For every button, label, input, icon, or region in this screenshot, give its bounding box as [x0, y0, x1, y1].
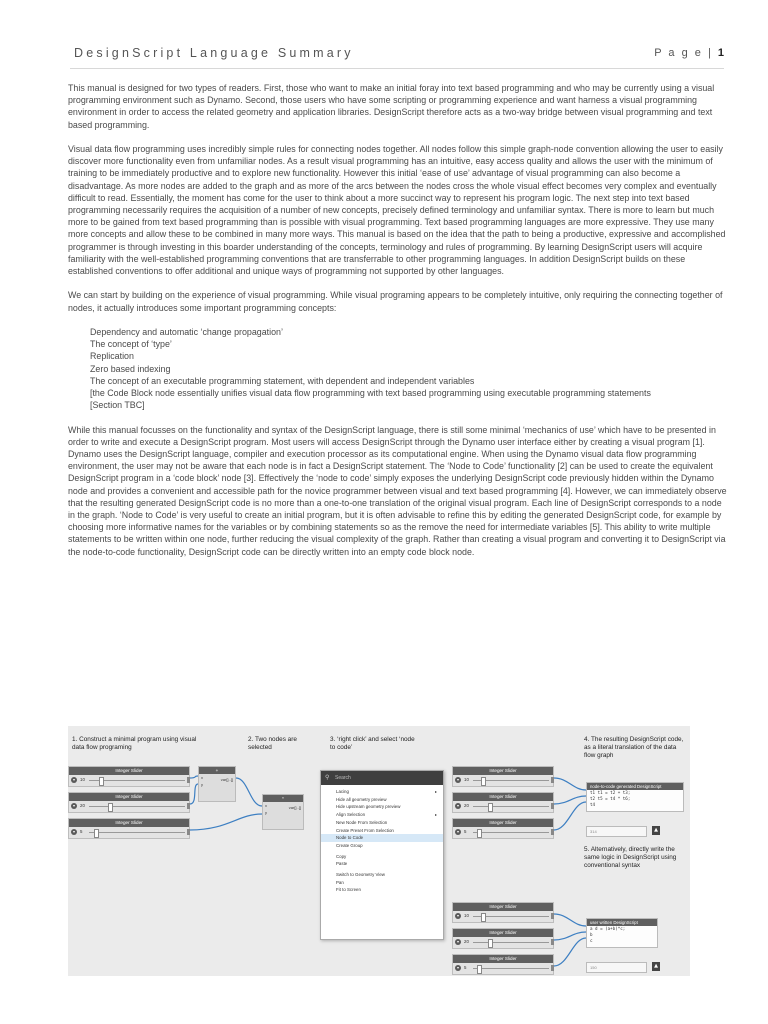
input-port-x[interactable]: x [265, 803, 267, 808]
watch-node[interactable]: 314 [586, 826, 647, 837]
integer-slider-node[interactable] [452, 766, 554, 787]
paragraph: This manual is designed for two types of readers. First, those who want to make an initial foray into text based programming and who may be currently using a visual programming environment such as Dynamo. Second, those users who have some scripting or programming experience and want harness a visual programming environment in order to access the related geometry and application libraries. DesignScript therefore acts as a two-way bridge between visual programming and text based programming. [68, 83, 715, 130]
input-port-y[interactable]: y [201, 782, 203, 787]
plus-node[interactable] [198, 766, 236, 802]
integer-slider-node[interactable] [452, 818, 554, 839]
slider-thumb[interactable] [481, 777, 486, 786]
node-title: + [199, 767, 235, 774]
slider-track[interactable] [89, 806, 185, 807]
wire [554, 802, 586, 830]
menu-item[interactable]: Fit to Screen [336, 887, 361, 893]
node-title: Integer Slider [69, 819, 189, 827]
document-title: DesignScript Language Summary [74, 46, 354, 60]
header-divider [70, 68, 724, 69]
wire [190, 776, 198, 778]
caption-step-2: 2. Two nodes are selected [248, 736, 297, 751]
menu-item-lacing[interactable] [321, 788, 443, 796]
menu-item-label: Align Selection [336, 812, 366, 818]
code-block-title: node-to-code generated DesignScript [587, 783, 683, 790]
caption-step-4: 4. The resulting DesignScript code, as a literal translation of the data flow graph [584, 736, 684, 759]
paragraph: Visual data flow programming uses incredibly simple rules for connecting nodes together. All nodes follow this simple graph-node convention allowing the user to easily discover more functionality even from unfamiliar nodes. As a result visual programming has an intuitive, easy access quality and allows the user with the minimum of training to be immediately productive and to explore new functionality. However this initial ‘ease of use’ advantage of visual programming can also become a disadvantage. As more nodes are added to the graph and as more of the arcs between the nodes cross the whole visual effect becomes very complex and eventually difficult to read. Essentially, the moment has come for the user to think about a more succinct way to represent his program logic. The next step into text based programming necessarily requires the acquisition of a number of new concepts, precisely defined terminology and unfamiliar syntax. There is more to learn but much more to be gained from text based programming than is possible with visual programming. Text based programming languages are more expressive. They use many more concepts and allow these to be combined in many more ways. This manual is based on the idea that the path to being a productive, expressive and accomplished programmer is through investing in this boarder understanding of the concepts, terminology and rules of programming. By learning DesignScript users will acquire familiarity with the well-established programming conventions that are transferrable to other programming languages. In addition DesignScript builds on these established conventions to offer additional and unique ways of programming not supported by other languages. [68, 144, 726, 277]
wire [190, 814, 262, 830]
page-number [654, 47, 724, 59]
menu-item[interactable]: Copy [336, 853, 347, 859]
slider-value: 10 [80, 777, 85, 782]
paragraph: While this manual focusses on the functionality and syntax of the DesignScript language, there is still some minimal ‘mechanics of use’ which have to be presented in order to write and execute a DesignScript program. Most users will access DesignScript through the Dynamo user interface either by creating a visual program [1]. Dynamo uses the DesignScript language, compiler and execution processor as its computational engine. When using the Dynamo visual data flow programming environment, the user may not be aware that each node is in fact a DesignScript statement. The ‘Node to Code’ functionality [2] can be used to create the equivalent DesignScript program in a ‘code block’ node [3]. Effectively the ‘node to code’ simply exposes the underlying DesignScript code previously hidden within the Dynamo node and provides a convenient and accessible path for the novice programmer between visual and text based programming [4]. However, we can immediately observe that the resulting generated DesignScript code is no more than a one-to-one translation of the original visual program. Each line of DesignScript corresponds to a node in the graph. ‘Node to Code’ is very useful to create an initial program, but it is often advisable to refine this by editing the generated DesignScript code, for example by choosing more informative names for the variables or by combining statements so as the remove the need for intermediate variables [5]. This ability to write multiple statements to be written within one node, further reducing the visual complexity of the graph. Rather than creating a visual program and converting it to DesignScript via the node-to-code functionality, DesignScript code can be directly written into an empty code block node. [68, 424, 727, 557]
slider-value: 20 [464, 803, 469, 808]
node-title: Integer Slider [69, 793, 189, 801]
caption-step-1: 1. Construct a minimal program using visual data flow programing [72, 736, 197, 751]
output-port[interactable] [551, 965, 554, 971]
node-title: Integer Slider [453, 955, 553, 963]
list-item: [Section TBC] [90, 400, 145, 411]
menu-item[interactable]: Pan [336, 879, 344, 885]
search-input[interactable] [321, 771, 443, 785]
expand-icon[interactable]: ▾ [456, 829, 459, 834]
paragraph: We can start by building on the experience of visual programming. While visual programing appears to be completely intuitive, only requiring the connecting together of nodes, it actually introduces some important programming concepts: [68, 290, 723, 313]
slider-value: 10 [464, 777, 469, 782]
code-block-node-user[interactable] [586, 918, 658, 948]
input-port-y[interactable]: y [265, 810, 267, 815]
page-number-value: 1 [717, 47, 724, 59]
slider-track[interactable] [89, 832, 185, 833]
integer-slider-node[interactable] [452, 792, 554, 813]
slider-value: 20 [464, 939, 469, 944]
slider-track[interactable] [473, 942, 549, 943]
integer-slider-node[interactable] [68, 766, 190, 787]
wire [236, 778, 262, 806]
output-port[interactable] [551, 939, 554, 945]
expand-icon[interactable]: ▾ [456, 965, 459, 970]
node-title: Integer Slider [69, 767, 189, 775]
dynamo-figure [68, 726, 690, 976]
pin-icon[interactable]: ▲ [652, 962, 660, 971]
slider-value: 10 [464, 913, 469, 918]
slider-thumb[interactable] [99, 777, 104, 786]
list-item: Dependency and automatic ‘change propagation’ [90, 327, 283, 338]
slider-track[interactable] [473, 806, 549, 807]
output-port[interactable] [187, 777, 190, 783]
list-item: The concept of an executable programming statement, with dependent and independent variables [90, 375, 475, 386]
slider-thumb[interactable] [488, 939, 493, 948]
integer-slider-node[interactable] [68, 818, 190, 839]
integer-slider-node[interactable] [452, 954, 554, 975]
node-title: Integer Slider [453, 767, 553, 775]
list-item: Replication [90, 351, 134, 362]
output-port[interactable] [187, 803, 190, 809]
wire [190, 784, 198, 804]
watch-node[interactable]: 150 [586, 962, 647, 973]
slider-thumb[interactable] [94, 829, 99, 838]
code-line[interactable]: t2 t5 = t4 * t6; [590, 796, 631, 801]
slider-thumb[interactable] [477, 829, 482, 838]
expand-icon[interactable]: ▾ [72, 829, 75, 834]
integer-slider-node[interactable] [68, 792, 190, 813]
output-label: var[]..[] [220, 777, 233, 782]
wire [554, 778, 586, 790]
output-port[interactable] [187, 829, 190, 835]
menu-item[interactable]: Create Group [336, 842, 363, 848]
search-placeholder: Search [335, 775, 351, 781]
code-line[interactable]: a d = (a+b)*c; [590, 926, 626, 931]
slider-thumb[interactable] [481, 913, 486, 922]
node-title: Integer Slider [453, 929, 553, 937]
pin-icon[interactable]: ▲ [652, 826, 660, 835]
output-port[interactable] [551, 803, 554, 809]
submenu-arrow-icon: ▸ [434, 812, 437, 818]
slider-track[interactable] [473, 968, 549, 969]
menu-item[interactable]: Switch to Geometry View [336, 872, 385, 878]
list-item: The concept of ‘type’ [90, 339, 172, 350]
expand-icon[interactable]: ▾ [456, 939, 459, 944]
slider-thumb[interactable] [108, 803, 113, 812]
menu-item-node-to-code[interactable]: Node to Code [321, 834, 443, 842]
integer-slider-node[interactable] [452, 928, 554, 949]
node-title: Integer Slider [453, 793, 553, 801]
code-block-title: user written DesignScript [587, 919, 657, 926]
context-menu [320, 770, 444, 940]
node-title: Integer Slider [453, 819, 553, 827]
node-title: Integer Slider [453, 903, 553, 911]
node-title: * [263, 795, 303, 802]
wire [554, 914, 586, 926]
code-line[interactable]: b [590, 932, 593, 937]
menu-item-label: Lacing [336, 789, 349, 794]
output-label: var[]..[] [288, 805, 301, 810]
expand-icon[interactable]: ▾ [456, 777, 459, 782]
expand-icon[interactable]: ▾ [72, 803, 75, 808]
list-item: [the Code Block node essentially unifies visual data flow programming with text based programming using executable programming statements [90, 388, 651, 399]
integer-slider-node[interactable] [452, 902, 554, 923]
page-header [70, 46, 724, 68]
slider-value: 5 [80, 829, 83, 834]
output-port[interactable] [551, 777, 554, 783]
code-line[interactable]: t1 t1 = t2 + t3; [590, 790, 631, 795]
caption-step-5: 5. Alternatively, directly write the same logic in DesignScript using conventional syntax [584, 846, 677, 869]
output-port[interactable] [551, 829, 554, 835]
menu-item[interactable]: Paste [336, 861, 348, 867]
multiply-node[interactable] [262, 794, 304, 830]
input-port-x[interactable]: x [201, 775, 203, 780]
menu-item[interactable]: Hide all geometry preview [336, 796, 387, 802]
slider-value: 5 [464, 965, 467, 970]
slider-thumb[interactable] [477, 965, 482, 974]
slider-value: 20 [80, 803, 85, 808]
expand-icon[interactable]: ▾ [456, 803, 459, 808]
output-port[interactable] [551, 913, 554, 919]
code-line[interactable]: c [590, 938, 593, 943]
menu-item[interactable]: New Node From Selection [336, 819, 388, 825]
code-line[interactable]: t4 [590, 802, 596, 807]
slider-thumb[interactable] [488, 803, 493, 812]
menu-item-align-selection[interactable] [321, 811, 443, 819]
concept-list [68, 326, 728, 411]
expand-icon[interactable]: ▾ [72, 777, 75, 782]
slider-value: 5 [464, 829, 467, 834]
page-label: P a g e | [654, 47, 713, 59]
expand-icon[interactable]: ▾ [456, 913, 459, 918]
wire [554, 938, 586, 966]
list-item: Zero based indexing [90, 363, 171, 374]
slider-track[interactable] [473, 832, 549, 833]
search-icon: ⚲ [325, 775, 330, 781]
code-block-node-generated[interactable] [586, 782, 684, 812]
submenu-arrow-icon: ▸ [434, 789, 437, 794]
caption-step-3: 3. ‘right click’ and select ‘node to code’ [330, 736, 415, 751]
menu-item[interactable]: Hide upstream geometry preview [336, 804, 401, 810]
document-body [68, 82, 728, 570]
menu-item[interactable]: Create Preset From Selection [336, 827, 394, 833]
